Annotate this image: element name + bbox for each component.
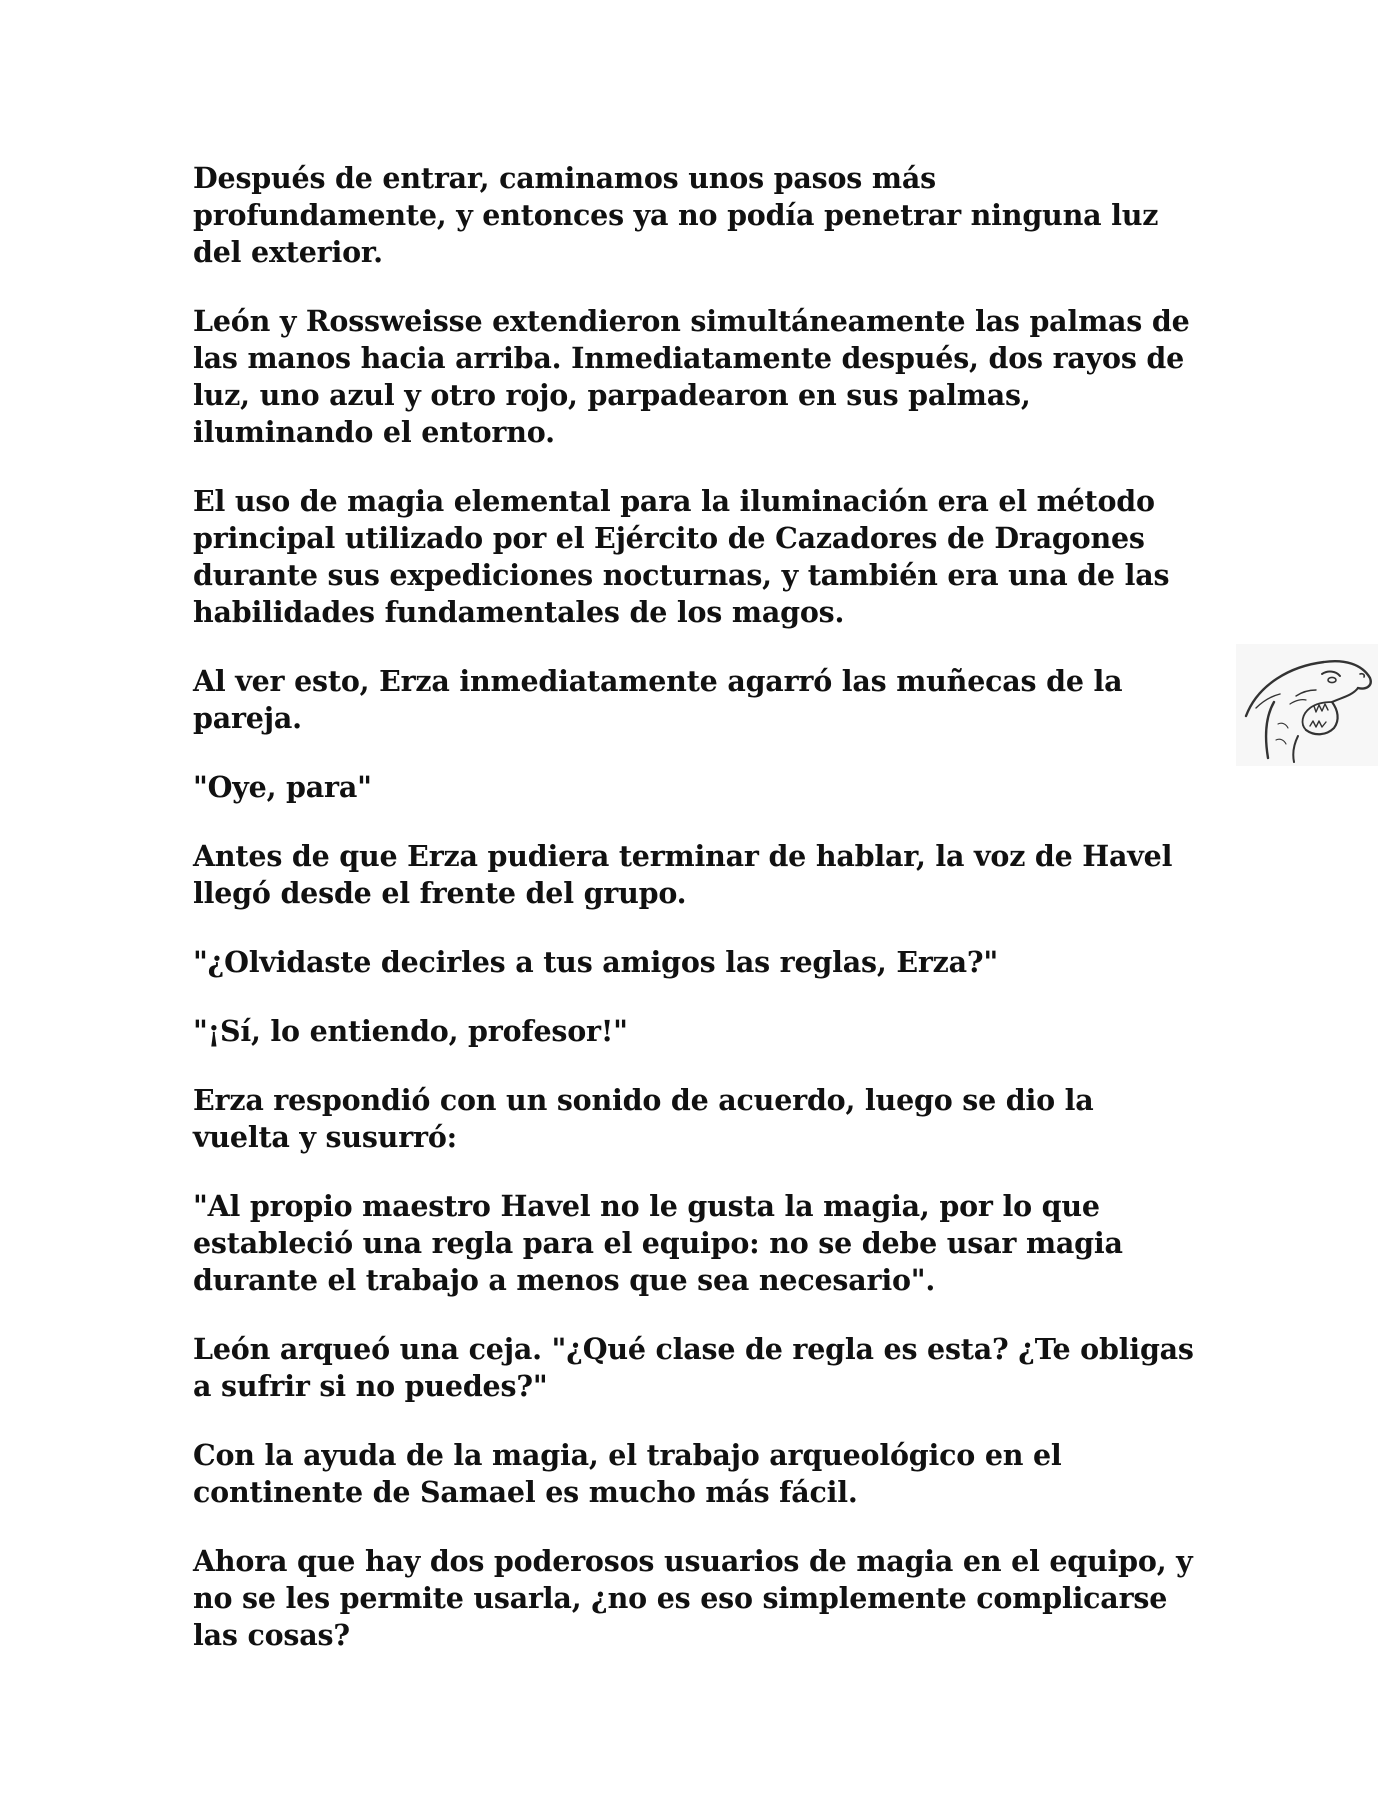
document-body [193, 160, 1198, 1686]
paragraph-1: Después de entrar, caminamos unos pasos más profundamente, y entonces ya no podía penetrar ninguna luz del exterior. [193, 161, 1159, 269]
paragraph-8: "¡Sí, lo entiendo, profesor!" [193, 1014, 628, 1048]
paragraph-11: León arqueó una ceja. "¿Qué clase de regla es esta? ¿Te obligas a sufrir si no puedes?" [193, 1332, 1194, 1403]
dinosaur-head-sketch-icon [1236, 644, 1378, 766]
paragraph-5: "Oye, para" [193, 770, 372, 804]
paragraph-10: "Al propio maestro Havel no le gusta la magia, por lo que estableció una regla para el equipo: no se debe usar magia durante el trabajo a menos que sea necesario". [193, 1189, 1123, 1297]
paragraph-4: Al ver esto, Erza inmediatamente agarró las muñecas de la pareja. [193, 664, 1123, 735]
paragraph-13: Ahora que hay dos poderosos usuarios de magia en el equipo, y no se les permite usarla, ¿no es eso simplemente complicarse las cosas? [193, 1544, 1193, 1652]
paragraph-3: El uso de magia elemental para la iluminación era el método principal utilizado por el Ejército de Cazadores de Dragones durante sus expediciones nocturnas, y también era una de las habilidades fundamentales de los magos. [193, 484, 1170, 629]
paragraph-2: León y Rossweisse extendieron simultáneamente las palmas de las manos hacia arriba. Inmediatamente después, dos rayos de luz, uno azul y otro rojo, parpadearon en sus palmas, iluminando el entorno. [193, 304, 1190, 449]
paragraph-6: Antes de que Erza pudiera terminar de hablar, la voz de Havel llegó desde el frente del grupo. [193, 839, 1173, 910]
paragraph-7: "¿Olvidaste decirles a tus amigos las reglas, Erza?" [193, 945, 999, 979]
paragraph-9: Erza respondió con un sonido de acuerdo, luego se dio la vuelta y susurró: [193, 1083, 1094, 1154]
paragraph-12: Con la ayuda de la magia, el trabajo arqueológico en el continente de Samael es mucho más fácil. [193, 1438, 1062, 1509]
